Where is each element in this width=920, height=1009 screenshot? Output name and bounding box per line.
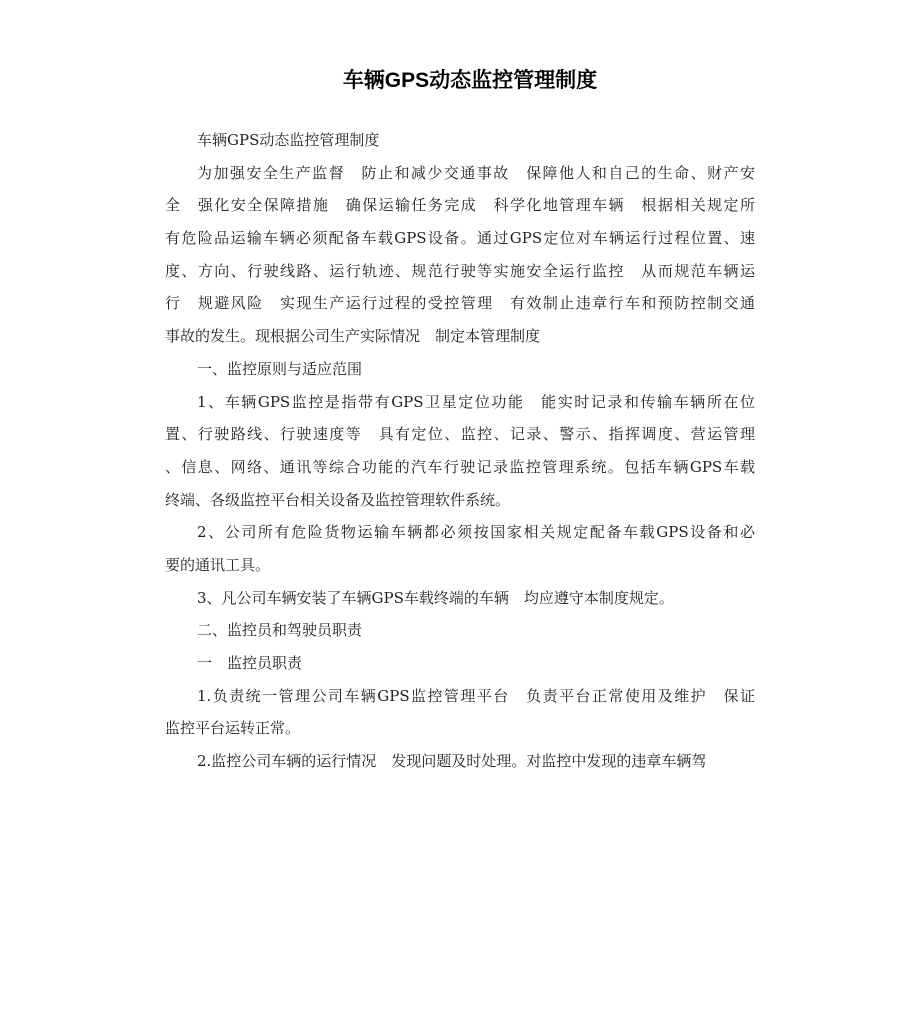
text-line: 一、监控原则与适应范围 bbox=[197, 359, 363, 378]
text-line: 1.负责统一管理公司车辆GPS监控管理平台 负责平台正常使用及维护 保证 bbox=[197, 686, 755, 705]
text-line: 行 规避风险 实现生产运行过程的受控管理 有效制止违章行车和预防控制交通 bbox=[165, 294, 755, 313]
text-line: 1、车辆GPS监控是指带有GPS卫星定位功能 能实时记录和传输车辆所在位 bbox=[197, 392, 755, 411]
paragraph bbox=[165, 651, 755, 684]
text-line: 一 监控员职责 bbox=[197, 654, 303, 672]
document-body bbox=[165, 128, 755, 782]
text-line: 3、凡公司车辆安装了车辆GPS车载终端的车辆 均应遵守本制度规定。 bbox=[197, 588, 674, 607]
text-line: 终端、各级监控平台相关设备及监控管理软件系统。 bbox=[165, 490, 511, 509]
document-title: 车辆GPS动态监控管理制度 bbox=[342, 69, 598, 92]
text-line: 要的通讯工具。 bbox=[165, 555, 271, 574]
text-line: 2.监控公司车辆的运行情况 发现问题及时处理。对监控中发现的违章车辆驾 bbox=[197, 752, 707, 771]
text-line: 2、公司所有危险货物运输车辆都必须按国家相关规定配备车载GPS设备和必 bbox=[197, 523, 755, 542]
text-line: 监控平台运转正常。 bbox=[165, 719, 301, 738]
text-line: 事故的发生。现根据公司生产实际情况 制定本管理制度 bbox=[165, 327, 541, 346]
text-line: 置、行驶路线、行驶速度等 具有定位、监控、记录、警示、指挥调度、营运管理 bbox=[165, 425, 755, 444]
paragraph bbox=[165, 749, 755, 782]
text-line: 度、方向、行驶线路、运行轨迹、规范行驶等实施安全运行监控 从而规范车辆运 bbox=[165, 261, 755, 280]
paragraph bbox=[165, 357, 755, 390]
paragraph bbox=[165, 684, 755, 749]
paragraph bbox=[165, 520, 755, 585]
paragraph bbox=[165, 390, 755, 521]
text-line: 二、监控员和驾驶员职责 bbox=[197, 621, 363, 640]
text-line: 车辆GPS动态监控管理制度 bbox=[197, 131, 380, 149]
text-line: 、信息、网络、通讯等综合功能的汽车行驶记录监控管理系统。包括车辆GPS车载 bbox=[165, 457, 755, 476]
paragraph bbox=[165, 618, 755, 651]
paragraph bbox=[165, 161, 755, 357]
paragraph bbox=[165, 586, 755, 619]
text-line: 为加强安全生产监督 防止和减少交通事故 保障他人和自己的生命、财产安 bbox=[197, 163, 755, 182]
text-line: 全 强化安全保障措施 确保运输任务完成 科学化地管理车辆 根据相关规定所 bbox=[165, 196, 755, 215]
text-line: 有危险品运输车辆必须配备车载GPS设备。通过GPS定位对车辆运行过程位置、速 bbox=[165, 229, 755, 248]
paragraph bbox=[165, 128, 755, 161]
